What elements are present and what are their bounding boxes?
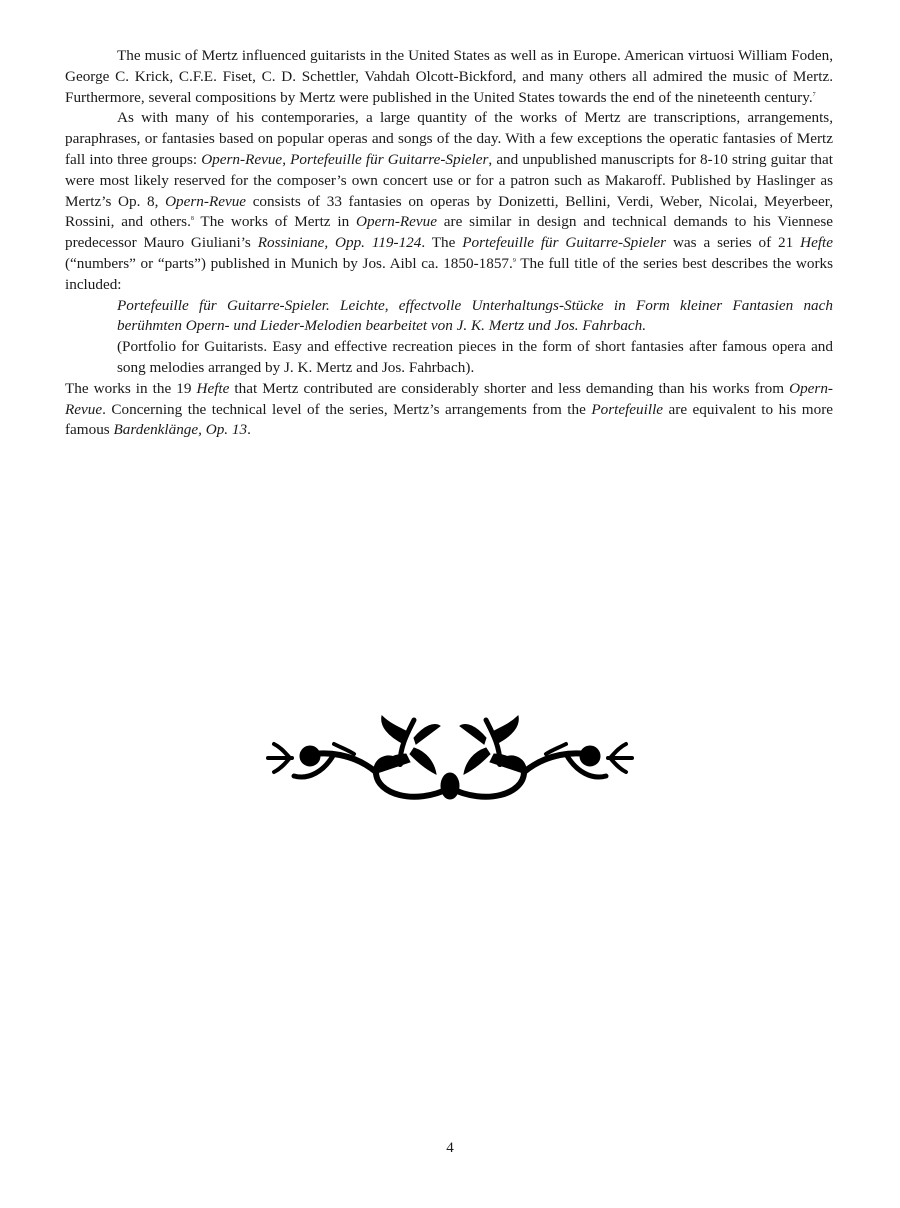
title-italic: Portefeuille: [591, 400, 664, 418]
title-italic: Opern-Revue: [201, 150, 283, 168]
body-text: [65, 46, 833, 441]
title-italic: Opern-Revue: [356, 213, 437, 231]
paragraph-hefte: The works in the 19 Hefte that Mertz contributed are considerably shorter and less demanding than his works from Opern-Revue. Concerning the technical level of the series, Mertz’s arrangements from the Portefeuille are equivalent to his more famous Bardenklänge, Op. 13.: [65, 379, 834, 439]
title-italic: Portefeuille für Guitarre-Spieler: [290, 150, 489, 168]
paragraph-mertz-influence: The music of Mertz influenced guitarists in the United States as well as in Europe. American virtuosi William Foden, George C. Krick, C.F.E. Fiset, C. D. Schettler, Vahdah Olcott-Bickford, and many others all admired the music of Mertz. Furthermore, several compositions by Mertz were published in the United States towards the end of the nineteenth century.$^7$: [65, 47, 833, 106]
floral-ornament-icon: [264, 714, 636, 810]
title-italic: Rossiniane, Opp. 119-124: [257, 234, 422, 252]
title-italic: Portefeuille für Guitarre-Spieler: [462, 234, 667, 252]
title-italic: Bardenklänge, Op. 13: [113, 421, 248, 439]
title-italic: Hefte: [196, 379, 230, 397]
footnote-marker: 7: [812, 91, 816, 98]
quote-german-title: Portefeuille für Guitarre-Spieler. Leichte, effectvolle Unterhaltungs-Stücke in Form kleiner Fantasien nach berühmten Opern- und Lieder-Melodien bearbeitet von J. K. Mertz und Jos. Fahrbach.: [117, 296, 833, 335]
paragraph-operatic-fantasies: As with many of his contemporaries, a large quantity of the works of Mertz are transcriptions, arrangements, paraphrases, or fantasies based on popular operas and songs of the day. With a few exceptions the operatic fantasies of Mertz fall into three groups: Opern-Revue, Portefeuille für Guitarre-Spieler, and unpublished manuscripts for 8-10 string guitar that were most likely reserved for the composer’s own concert use or for a patron such as Makaroff. Published by Haslinger as Mertz’s Op. 8, Opern-Revue consists of 33 fantasies on operas by Donizetti, Bellini, Verdi, Weber, Nicolai, Meyerbeer, Rossini, and others.$^8$ The works of Mertz in Opern-Revue are similar in design and technical demands to his Viennese predecessor Mauro Giuliani’s Rossiniane, Opp. 119-124. The Portefeuille für Guitarre-Spieler was a series of 21 Hefte (“numbers” or “parts”) published in Munich by Jos. Aibl ca. 1850-1857.$^9$ The full title of the series best describes the works included:: [65, 109, 834, 293]
page-number: 4: [446, 1140, 454, 1156]
title-italic: Opern-Revue: [65, 379, 833, 418]
title-italic: Opern-Revue: [165, 192, 247, 210]
quote-english-translation: (Portfolio for Guitarists. Easy and effective recreation pieces in the form of short fantasies after famous opera and song melodies arranged by J. K. Mertz and Jos. Fahrbach).: [117, 338, 833, 376]
footnote-marker: 8: [190, 216, 194, 223]
title-italic: Hefte: [800, 234, 834, 252]
footnote-marker: 9: [512, 257, 516, 264]
